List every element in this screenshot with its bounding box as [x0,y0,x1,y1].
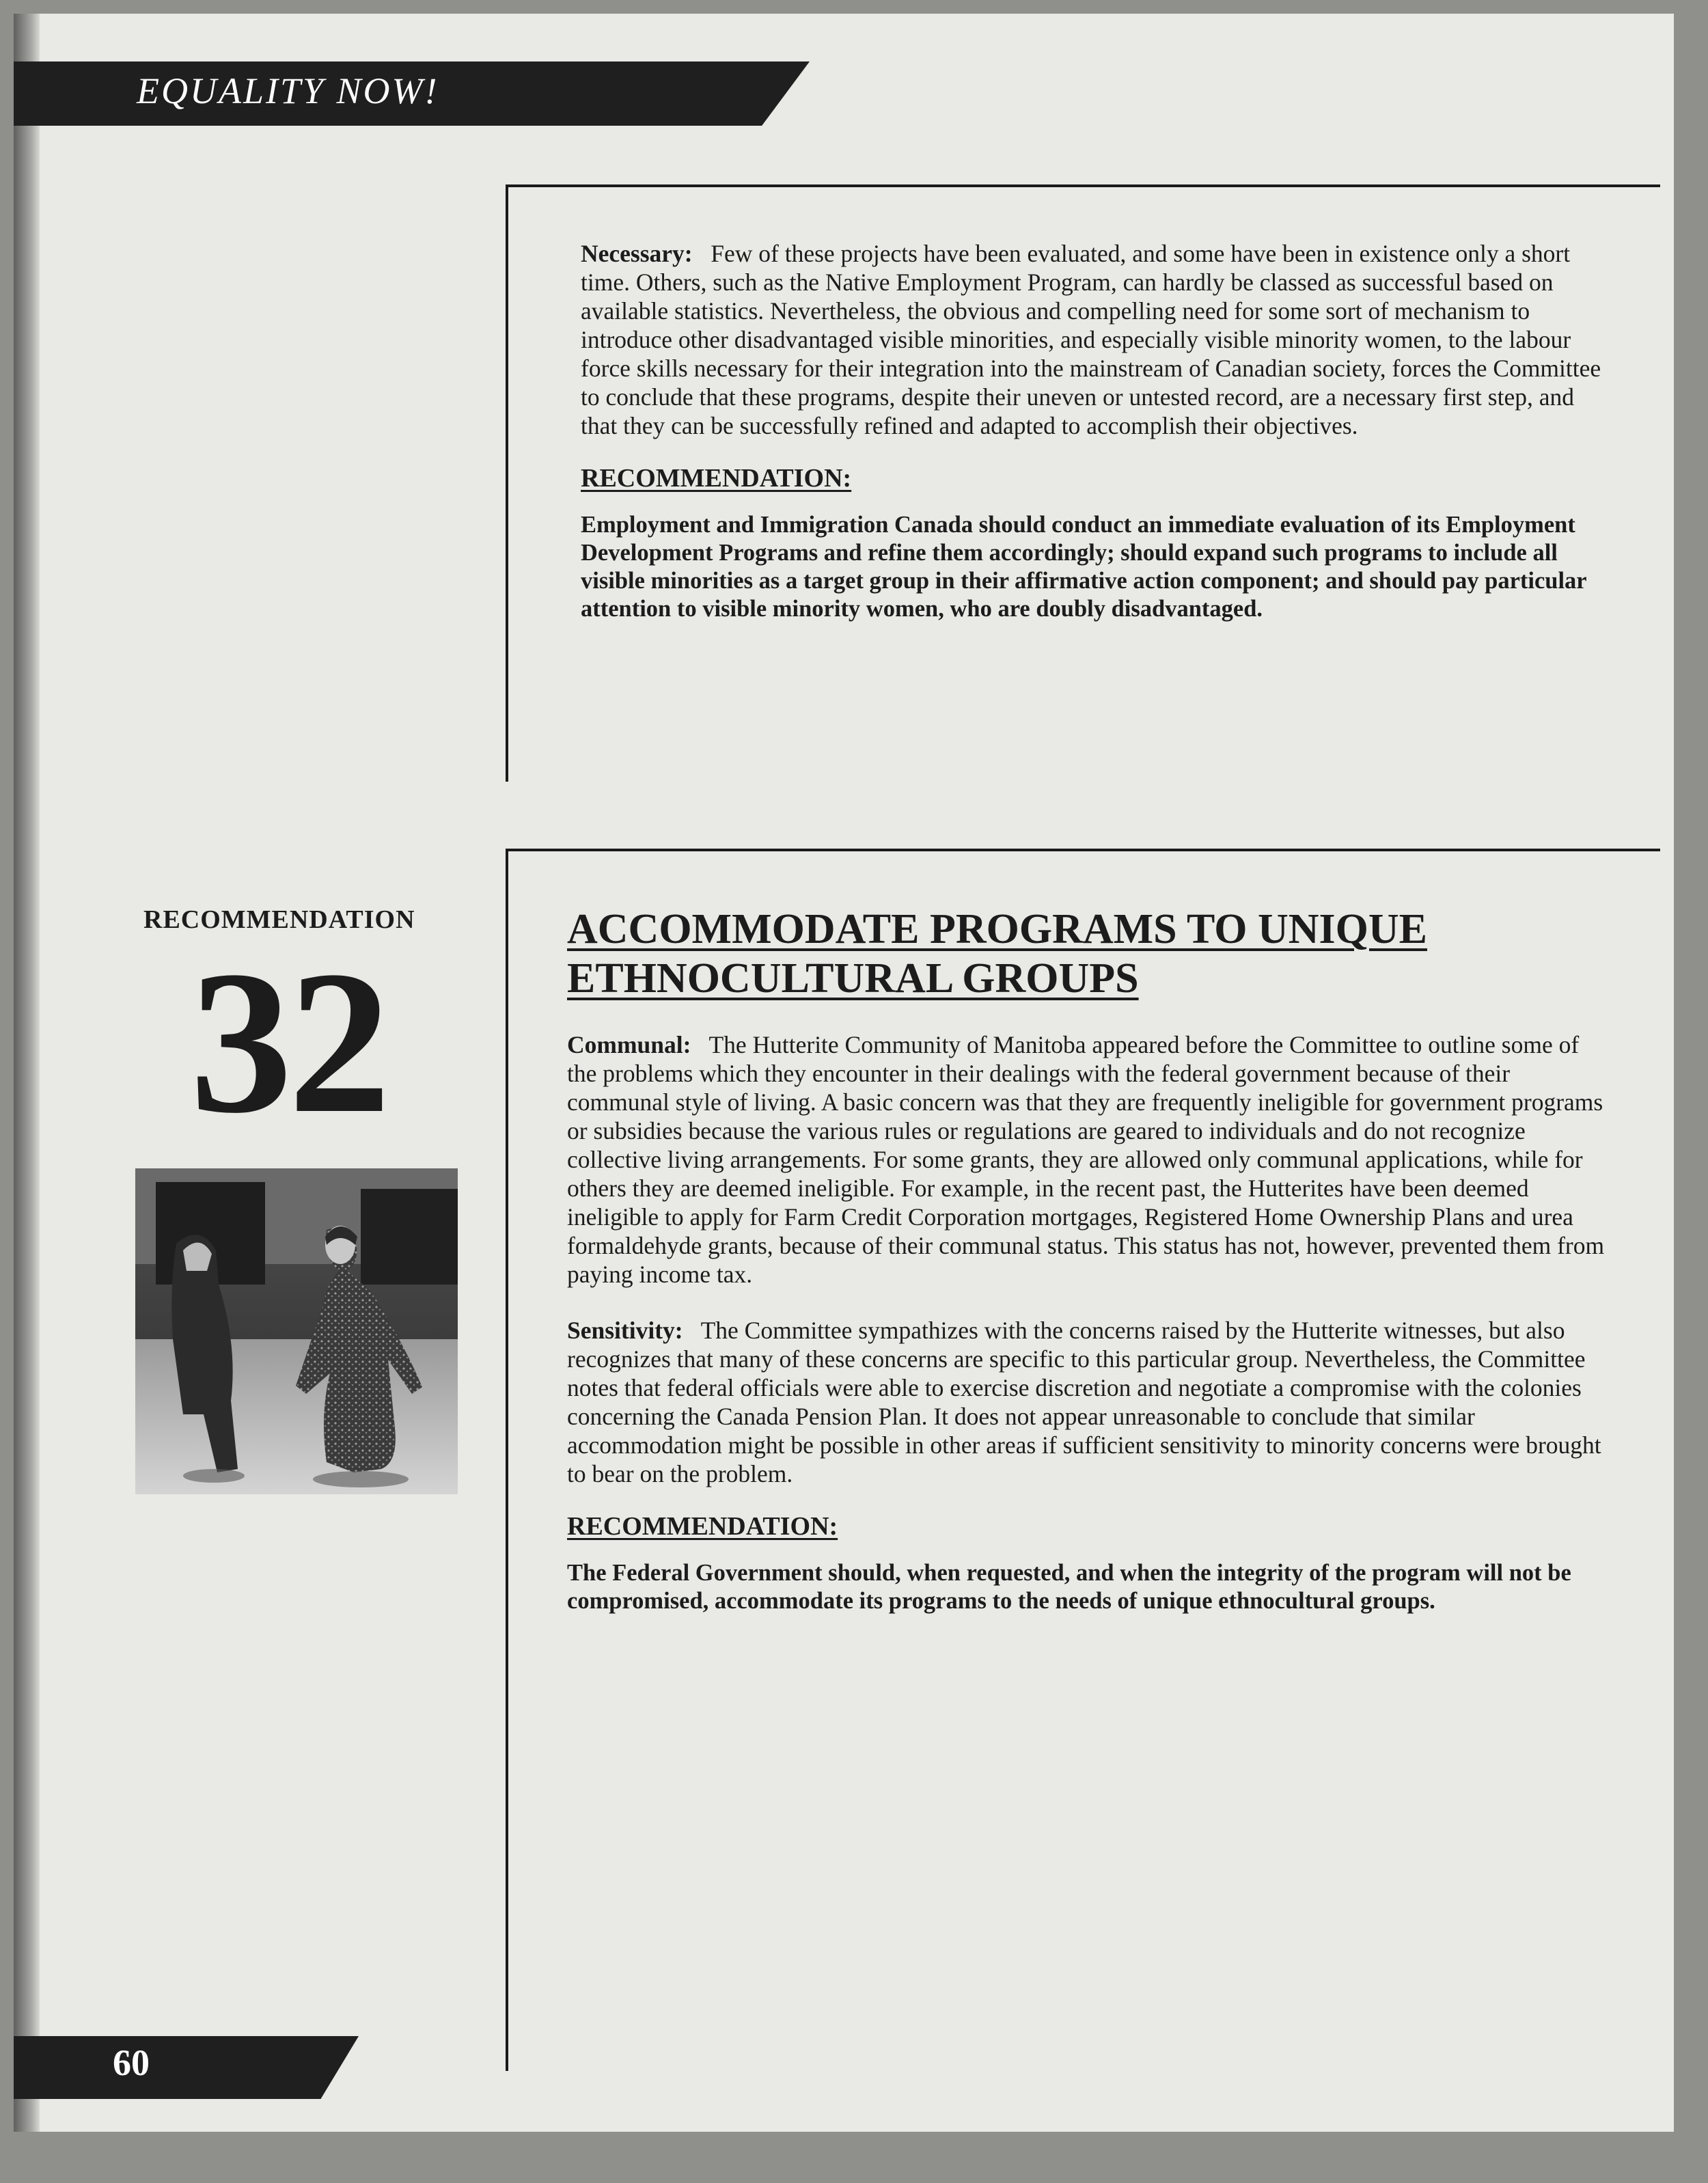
paragraph-text: The Hutterite Community of Manitoba appeared before the Committee to outline some of the problems which they encounter in their dealings with the federal government because of their communal style of living. A basic concern was that they are frequently ineligible for government programs or subsidies because the various rules or regulations are geared to individuals and do not recognize collective living arrangements. For some grants, they are allowed only communal applications, while for others they are deemed ineligible. For example, in the recent past, the Hutterites have been deemed ineligible to apply for Farm Credit Corporation mortgages, Registered Home Ownership Plans and urea formaldehyde grants, because of their communal status. This status has not, however, prevented them from paying income tax. [567,1031,1605,1288]
sensitivity-paragraph [567,1316,1606,1488]
recommendation-text: The Federal Government should, when requested, and when the integrity of the program will not be compromised, accommodate its programs to the needs of unique ethnocultural groups. [567,1560,1571,1614]
paragraph-text: Few of these projects have been evaluated, and some have been in existence only a short time. Others, such as the Native Employment Program, can hardly be classed as successful based on available statistics. Nevertheless, the obvious and compelling need for some sort of mechanism to introduce other disadvantaged visible minorities, and especially visible minority women, to the labour force skills necessary for their integration into the mainstream of Canadian society, forces the Committee to conclude that these programs, despite their uneven or untested record, are a necessary first step, and that they can be successfully refined and adapted to accomplish their objectives. [581,240,1601,439]
hutterite-photo [135,1168,458,1494]
recommendation-text: Employment and Immigration Canada should conduct an immediate evaluation of its Employment Development Programs and refine them accordingly; should expand such programs to include all visible minorities as a target group in their affirmative action component; and should pay particular attention to visible minority women, who are doubly disadvantaged. [581,512,1586,622]
necessary-paragraph [581,239,1606,440]
footer-band [14,2036,359,2099]
vertical-rule [506,187,508,782]
recommendation-number: 32 [190,929,387,1155]
section-title [567,905,1606,1003]
section-title-line-2: ETHNOCULTURAL GROUPS [567,955,1139,1002]
section-title-line-1: ACCOMMODATE PROGRAMS TO UNIQUE [567,906,1427,952]
recommendation-label: RECOMMENDATION [143,905,415,934]
vertical-rule [506,851,508,2071]
recommendation-heading: RECOMMENDATION: [567,1512,838,1541]
paragraph-lead: Communal: [567,1031,691,1058]
page-number: 60 [113,2042,150,2083]
header-title: EQUALITY NOW! [137,70,439,111]
main-section-panel [506,849,1660,2071]
main-section-body [567,905,1606,1615]
document-page [14,14,1674,2132]
recommendation-heading: RECOMMENDATION: [581,464,852,493]
paragraph-lead: Sensitivity: [567,1317,683,1344]
top-section-panel [506,184,1660,782]
paragraph-text: The Committee sympathizes with the concerns raised by the Hutterite witnesses, but also recognizes that many of these concerns are specific to this particular group. Nevertheless, the Committee notes that federal officials were able to exercise discretion and negotiate a compromise with the colonies concerning the Canada Pension Plan. It does not appear unreasonable to conclude that similar accommodation might be possible in other areas if sufficient sensitivity to minority concerns were brought to bear on the problem. [567,1317,1601,1487]
communal-paragraph [567,1030,1606,1289]
page-spine-shadow [14,14,40,2132]
top-section-body [581,239,1606,623]
paragraph-lead: Necessary: [581,240,693,267]
